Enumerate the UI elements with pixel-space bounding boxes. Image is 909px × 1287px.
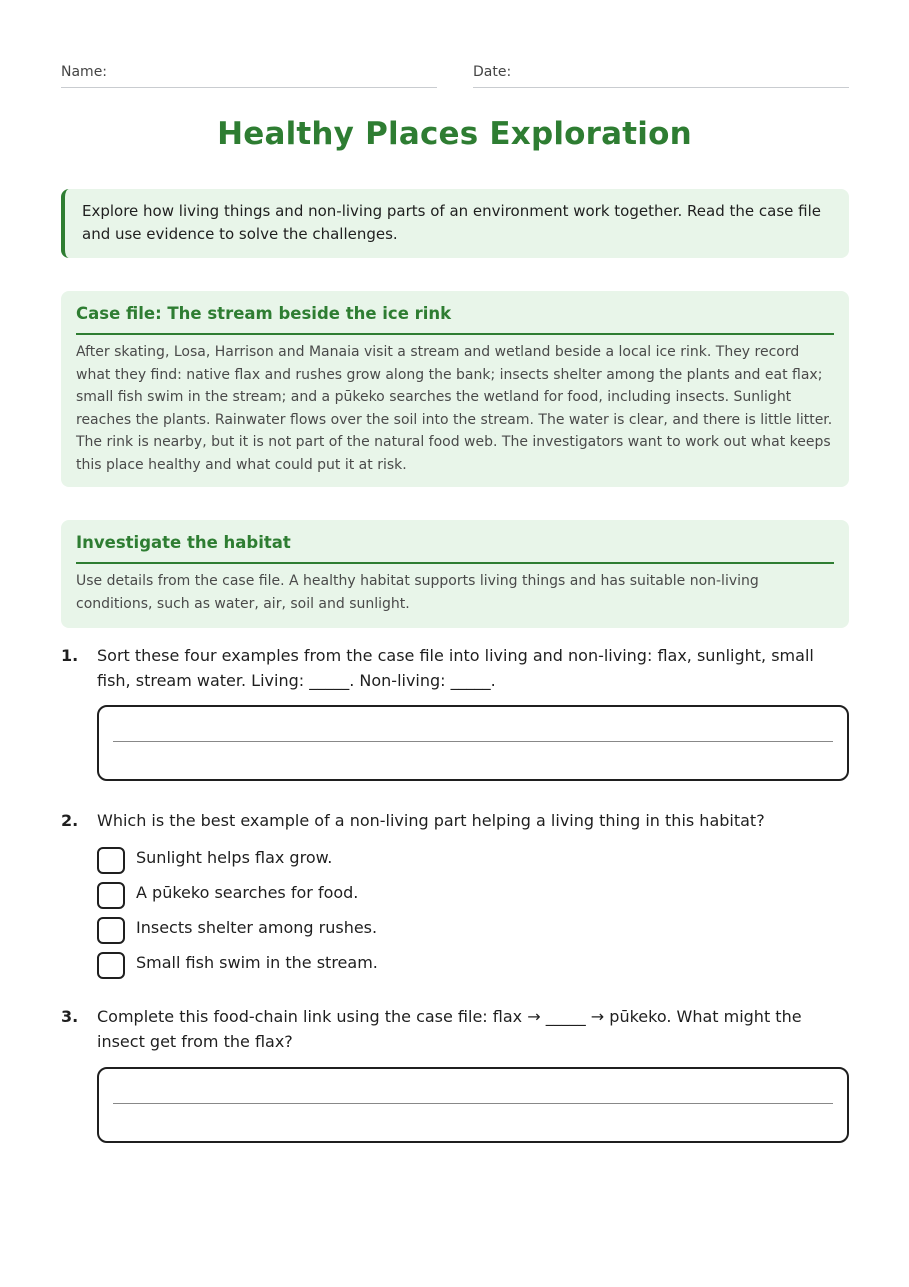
question-number: 1. [61,646,79,665]
option-3[interactable] [97,917,797,944]
question-text: Sort these four examples from the case file into living and non-living: flax, sunlight, small fish, stream water. Living: _____. Non-living: _____. [97,646,814,690]
habitat-card [61,520,849,628]
option-label: Insects shelter among rushes. [136,918,378,937]
answer-box-3[interactable] [97,1067,849,1143]
option-2[interactable] [97,882,797,909]
intro-callout [61,189,849,258]
date-field[interactable] [473,61,849,88]
answer-line [113,741,833,742]
checkbox[interactable] [97,847,125,874]
option-label: Sunlight helps flax grow. [136,848,333,867]
intro-text: Explore how living things and non-living parts of an environment work together. Read the case file and use evidence to solve the challenges. [82,202,821,243]
question-1 [61,643,849,693]
answer-line [113,1103,833,1104]
case-file-heading: Case file: The stream beside the ice rink [76,303,834,335]
case-file-card [61,291,849,487]
question-number: 3. [61,1007,79,1026]
answer-box-1[interactable] [97,705,849,781]
option-label: A pūkeko searches for food. [136,883,359,902]
option-label: Small fish swim in the stream. [136,953,378,972]
option-4[interactable] [97,952,797,979]
page-title: Healthy Places Exploration [217,116,692,152]
question-text: Complete this food-chain link using the case file: flax → _____ → pūkeko. What might the insect get from the flax? [97,1007,802,1051]
option-1[interactable] [97,847,797,874]
question-2 [61,808,849,833]
habitat-heading: Investigate the habitat [76,532,834,564]
checkbox[interactable] [97,882,125,909]
question-number: 2. [61,811,79,830]
question-text: Which is the best example of a non-living part helping a living thing in this habitat? [97,811,765,830]
checkbox[interactable] [97,952,125,979]
case-file-body: After skating, Losa, Harrison and Manaia visit a stream and wetland beside a local ice rink. They record what they find: native flax and rushes grow along the bank; insects shelter among the plants and eat flax; small fish swim in the stream; and a pūkeko searches the wetland for food, including insects. Sunlight reaches the plants. Rainwater flows over the soil into the stream. The water is clear, and there is little litter. The rink is nearby, but it is not part of the natural food web. The investigators want to work out what keeps this place healthy and what could put it at risk. [76,344,833,473]
checkbox[interactable] [97,917,125,944]
question-3 [61,1004,849,1054]
student-info-row [61,61,849,89]
date-label: Date: [473,64,512,80]
habitat-body: Use details from the case file. A healthy habitat supports living things and has suitable non-living conditions, such as water, air, soil and sunlight. [76,573,759,612]
name-label: Name: [61,64,108,80]
name-field[interactable] [61,61,437,88]
